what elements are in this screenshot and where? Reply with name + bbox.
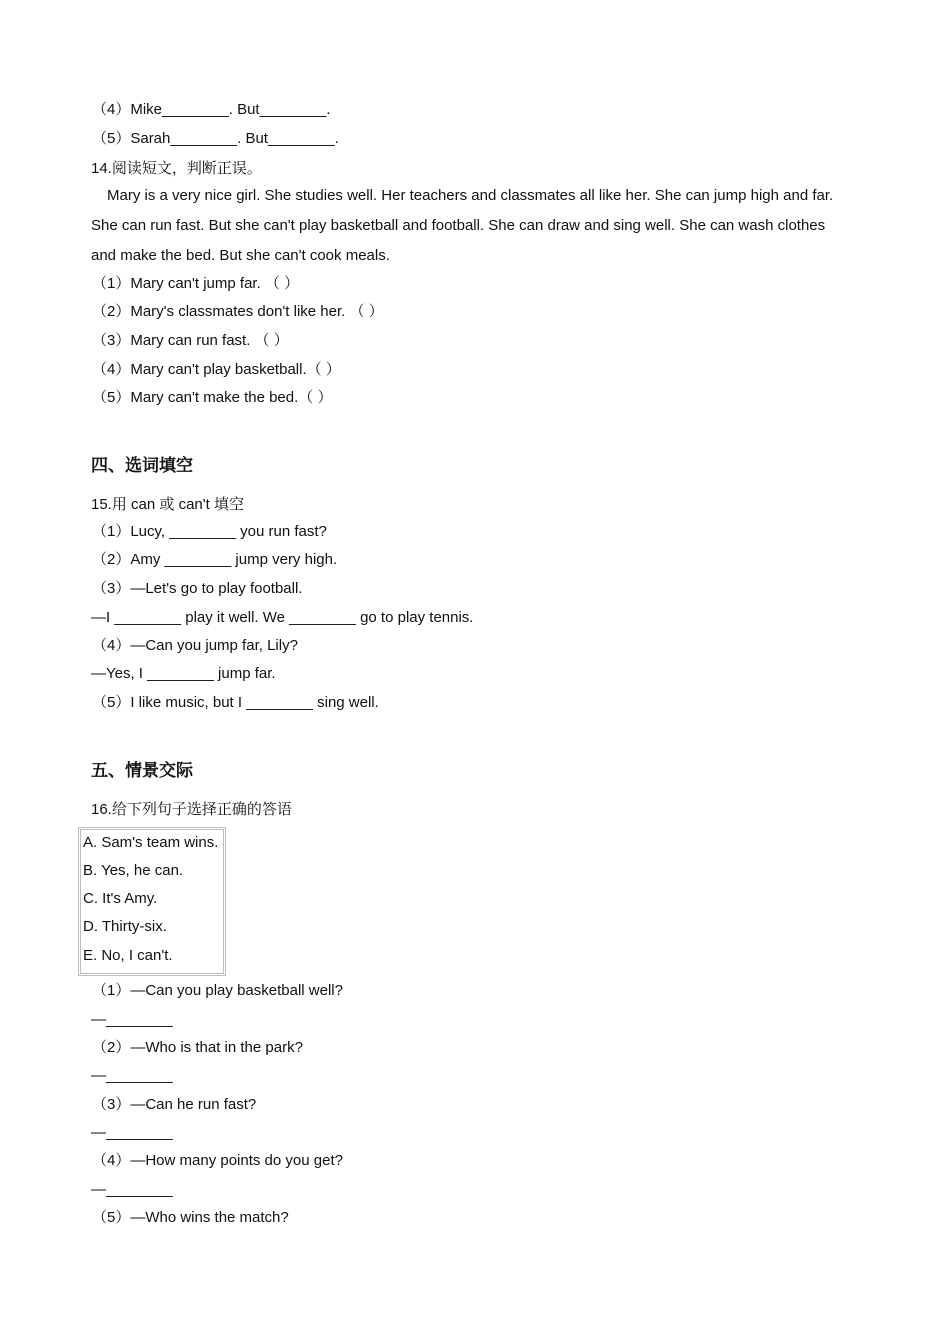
q15-item-3: （3）—Let's go to play football. — [92, 580, 303, 597]
q14-item-3: （3）Mary can run fast. （ ） — [92, 332, 289, 349]
q16-number: 16. — [91, 801, 112, 818]
q16-answer-2: —________ — [91, 1067, 173, 1084]
q14-passage-line: She can run fast. But she can't play basketball and football. She can draw and sing well. She can wash clothes — [91, 217, 826, 234]
option-a: A. Sam's team wins. — [83, 834, 219, 851]
q16-answer-3: —________ — [91, 1124, 173, 1141]
q13-item-4: （4）Mike________. But________. — [92, 101, 331, 118]
q15-number: 15. — [91, 496, 112, 513]
q16-answer-1: —________ — [91, 1011, 173, 1028]
q16-answer-4: —________ — [91, 1181, 173, 1198]
q14-number: 14. — [91, 160, 112, 177]
q14-passage-line: and make the bed. But she can't cook meals. — [91, 247, 390, 264]
q15-item-3-answer: —I ________ play it well. We ________ go to play tennis. — [91, 609, 474, 626]
q15-item-2: （2）Amy ________ jump very high. — [92, 551, 338, 568]
option-e: E. No, I can't. — [83, 947, 173, 964]
section4-title: 四、选词填空 — [91, 456, 193, 476]
q14-passage-line: Mary is a very nice girl. She studies well. Her teachers and classmates all like her. She can jump high and far. — [107, 187, 834, 204]
option-b: B. Yes, he can. — [83, 862, 184, 879]
q16-item-4: （4）—How many points do you get? — [92, 1152, 343, 1169]
q16-item-3: （3）—Can he run fast? — [92, 1096, 257, 1113]
q15-item-1: （1）Lucy, ________ you run fast? — [92, 523, 327, 540]
section5-title: 五、情景交际 — [91, 761, 193, 781]
q13-item-5: （5）Sarah________. But________. — [92, 130, 339, 147]
q16-item-2: （2）—Who is that in the park? — [92, 1039, 303, 1056]
q14-item-5: （5）Mary can't make the bed.（ ） — [92, 389, 333, 406]
q14-item-1: （1）Mary can't jump far. （ ） — [92, 275, 300, 292]
q14-prompt-text: 阅读短文，判断正误。 — [111, 159, 262, 177]
q15-item-4-answer: —Yes, I ________ jump far. — [91, 665, 276, 682]
q16-prompt: 16.给下列句子选择正确的答语 — [91, 800, 292, 818]
q14-item-2: （2）Mary's classmates don't like her. （ ） — [92, 303, 384, 320]
q14-item-4: （4）Mary can't play basketball.（ ） — [92, 361, 341, 378]
q15-prompt: 15.用 can 或 can't 填空 — [91, 495, 244, 513]
q16-item-5: （5）—Who wins the match? — [92, 1209, 289, 1226]
q14-prompt — [91, 158, 262, 179]
q15-item-4: （4）—Can you jump far, Lily? — [92, 637, 298, 654]
q16-item-1: （1）—Can you play basketball well? — [92, 982, 343, 999]
option-c: C. It's Amy. — [83, 890, 158, 907]
option-d: D. Thirty-six. — [83, 918, 167, 935]
q15-item-5: （5）I like music, but I ________ sing well. — [92, 694, 379, 711]
